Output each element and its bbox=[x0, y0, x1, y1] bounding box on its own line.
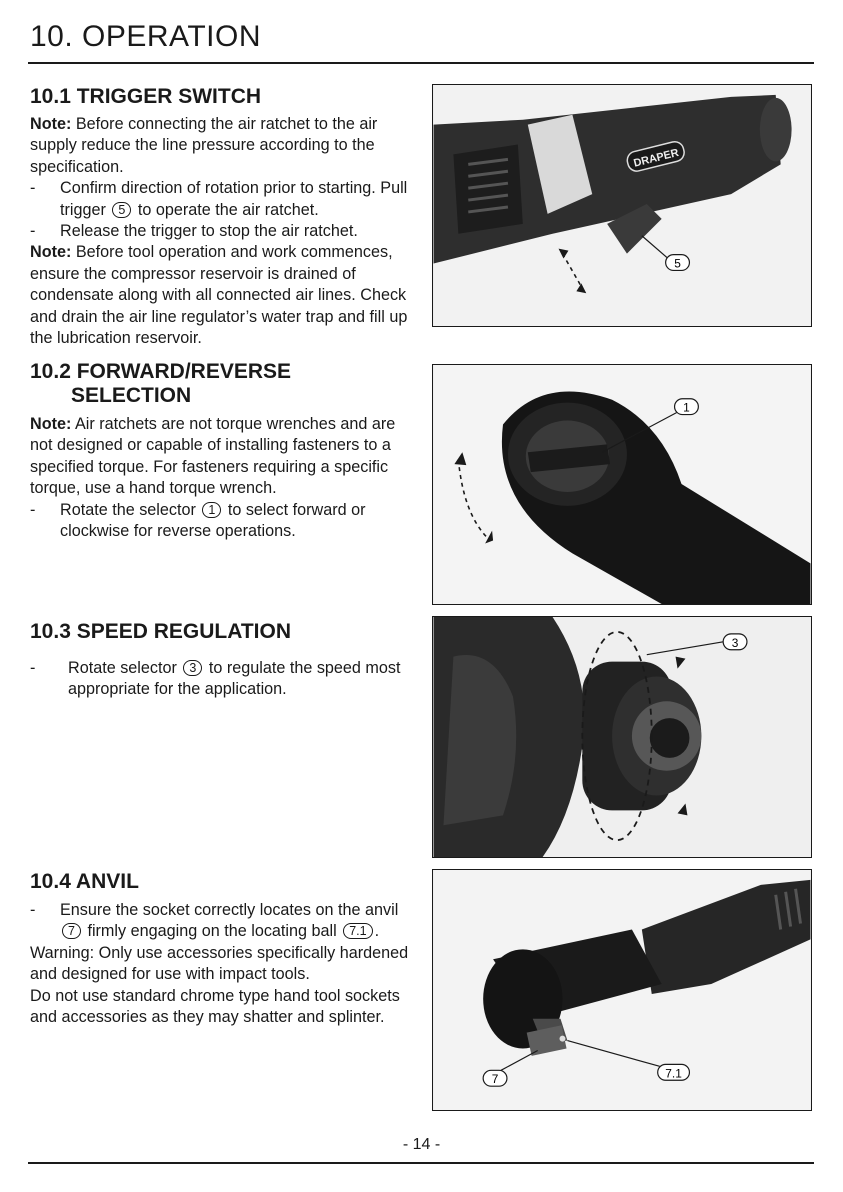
header-rule bbox=[28, 62, 814, 64]
section-heading-trigger-switch: 10.1 TRIGGER SWITCH bbox=[30, 85, 262, 108]
bullet-dash: - bbox=[30, 222, 36, 241]
note-paragraph bbox=[30, 414, 415, 500]
note-paragraph bbox=[30, 242, 415, 349]
caution-paragraph: Do not use standard chrome type hand tool sockets and accessories as they may shatter and splinter. bbox=[30, 986, 400, 1027]
figure-anvil bbox=[432, 869, 812, 1111]
section-heading-speed-regulation: 10.3 SPEED REGULATION bbox=[30, 620, 292, 643]
callout-ref: 7 bbox=[62, 923, 81, 939]
bullet-dash: - bbox=[30, 659, 36, 677]
callout-ref: 3 bbox=[183, 660, 202, 676]
section-body-forward-reverse bbox=[30, 414, 415, 542]
list-item: - Rotate selector 3 to regulate the speed most appropriate for the application. bbox=[30, 659, 401, 699]
list-item: - Rotate the selector 1 to select forward or clockwise for reverse operations. bbox=[30, 500, 366, 541]
section-body-speed-regulation bbox=[30, 658, 415, 701]
brand-logo-text: DRAPER bbox=[632, 146, 680, 170]
bullet-dash: - bbox=[30, 500, 36, 519]
note-paragraph bbox=[30, 114, 415, 178]
section-body-anvil bbox=[30, 900, 415, 1028]
note-label: Note: bbox=[30, 115, 72, 133]
note-text: Before tool operation and work commences, ensure the compressor reservoir is drained of condensate along with all connected air lines. Check and drain the air line regulator’s water trap and fill up the lubrication reservoir. bbox=[30, 243, 408, 348]
bullet-dash: - bbox=[30, 179, 36, 198]
callout-label: 3 bbox=[731, 635, 739, 650]
note-label: Note: bbox=[30, 243, 72, 262]
callout-label: 5 bbox=[674, 256, 681, 271]
callout-ref: 7.1 bbox=[343, 923, 372, 939]
bullet-dash: - bbox=[30, 901, 36, 919]
figure-speed-regulation bbox=[432, 616, 812, 858]
list-item: - Release the trigger to stop the air ratchet. bbox=[30, 221, 415, 242]
callout-label: 7 bbox=[491, 1072, 499, 1087]
list-item: - Confirm direction of rotation prior to starting. Pull trigger 5 to operate the air ratchet. bbox=[30, 179, 408, 219]
figure-forward-reverse bbox=[432, 364, 812, 605]
trigger-photo-illustration bbox=[433, 85, 811, 326]
callout-label: 1 bbox=[683, 400, 690, 415]
list-item: - Ensure the socket correctly locates on the anvil 7 firmly engaging on the locating ball 7.1 . bbox=[30, 901, 399, 941]
callout-ref: 1 bbox=[202, 502, 221, 518]
chapter-title: 10. OPERATION bbox=[30, 20, 262, 53]
callout-label: 7.1 bbox=[665, 1066, 682, 1081]
section-heading-anvil: 10.4 ANVIL bbox=[30, 870, 139, 893]
callout-ref: 5 bbox=[112, 202, 131, 218]
section-body-trigger-switch bbox=[30, 114, 415, 349]
page-number: - 14 - bbox=[402, 1136, 441, 1153]
selector-photo-illustration bbox=[433, 365, 811, 604]
speed-regulator-photo-illustration bbox=[433, 617, 811, 857]
section-heading-forward-reverse: 10.2 FORWARD/REVERSE SELECTION bbox=[30, 360, 292, 407]
note-label: Note: bbox=[30, 415, 72, 433]
warning-paragraph: Warning: Only use accessories specifically hardened and designed for use with impact tools. bbox=[30, 943, 409, 984]
figure-trigger-switch bbox=[432, 84, 812, 327]
anvil-photo-illustration bbox=[433, 870, 811, 1110]
note-text: Air ratchets are not torque wrenches and are not designed or capable of installing fasteners to a specified torque. For fasteners requiring a specific torque, use a hand torque wrench. bbox=[30, 415, 396, 498]
footer-rule bbox=[28, 1162, 814, 1164]
note-text: Before connecting the air ratchet to the air supply reduce the line pressure according to the specification. bbox=[30, 115, 378, 176]
